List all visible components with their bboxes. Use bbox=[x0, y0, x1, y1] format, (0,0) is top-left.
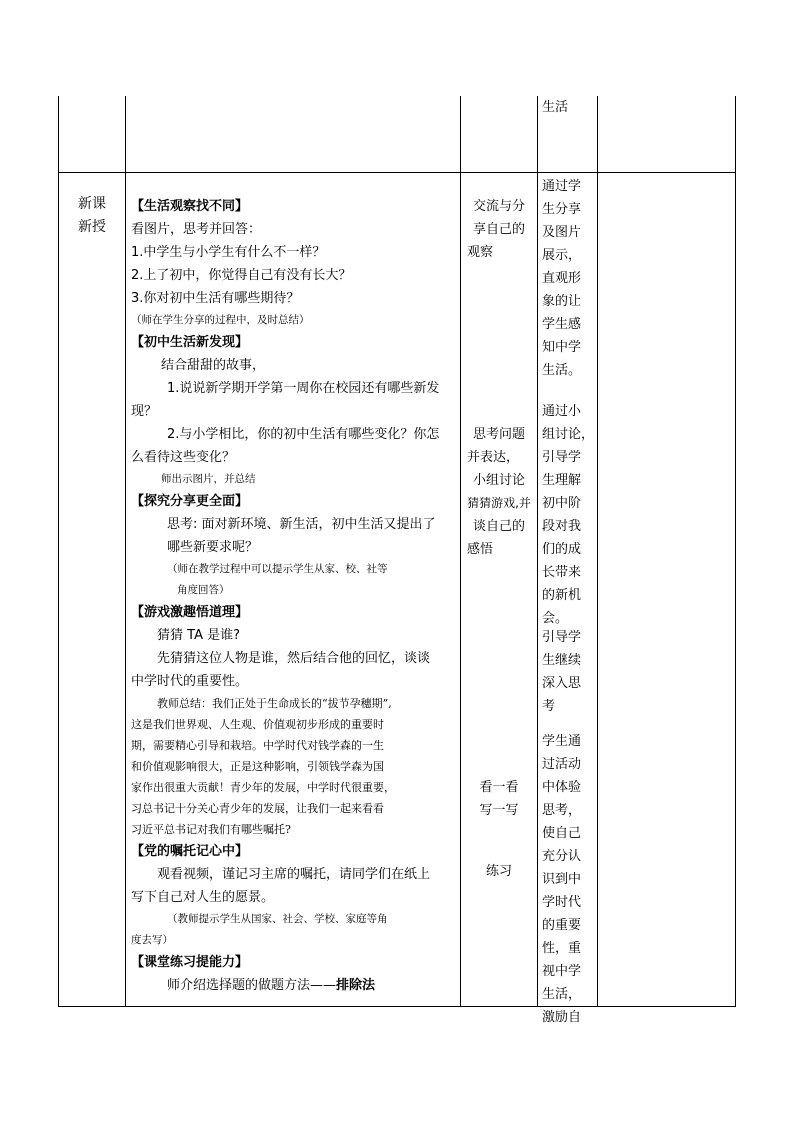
question-4a: 1.说说新学期开学第一周你在校园还有哪些新发 bbox=[167, 381, 440, 396]
summary-line-5: 家作出很重大贡献！青少年的发展，中学时代很重要， bbox=[131, 781, 395, 794]
student-activity-2-line3: 小组讨论 bbox=[472, 473, 525, 488]
student-activity-1-line2: 享自己的 bbox=[472, 222, 525, 237]
section-label-line2: 新授 bbox=[78, 219, 106, 235]
top-row-intent-cell bbox=[542, 96, 594, 119]
design-intent-block-1 bbox=[542, 175, 596, 382]
intent-4-line: 识到中 bbox=[542, 872, 582, 887]
student-activity-2-line4: 猜猜游戏,并 bbox=[467, 496, 531, 510]
table-row-divider bbox=[58, 172, 736, 173]
heading-observation: 【生活观察找不同】 bbox=[131, 199, 249, 214]
intent-4-line: 学生通 bbox=[542, 734, 582, 749]
intent-1-line: 直观形 bbox=[542, 271, 582, 286]
student-activity-3-line1: 看一看 bbox=[479, 780, 519, 795]
intent-1-line: 生活。 bbox=[542, 363, 582, 378]
question-5b: 么看待这些变化？ bbox=[131, 450, 236, 465]
intent-2-line: 们的成 bbox=[542, 542, 582, 557]
top-row-intent-text: 生活 bbox=[542, 100, 569, 115]
intent-1-line: 通过学 bbox=[542, 179, 582, 194]
teacher-note-2: 师出示图片，并总结 bbox=[161, 473, 256, 485]
student-activity-block-4 bbox=[461, 860, 537, 883]
design-intent-block-2 bbox=[542, 400, 596, 630]
intent-4-line: 视中学 bbox=[542, 964, 582, 979]
student-activity-1-line3: 观察 bbox=[467, 245, 494, 260]
summary-line-1: 教师总结：我们正处于生命成长的“拔节孕穗期”, bbox=[157, 697, 392, 710]
guess-text-a: 先猜猜这位人物是谁，然后结合他的回忆，谈谈 bbox=[157, 651, 431, 666]
think-question-b: 哪些新要求呢？ bbox=[167, 540, 259, 555]
intent-2-line: 的新机 bbox=[542, 588, 582, 603]
question-3: 3.你对初中生活有哪些期待？ bbox=[131, 291, 300, 306]
summary-line-4: 和价值观影响很大，正是这种影响，引领钱学森为国 bbox=[131, 760, 384, 773]
heading-practice: 【课堂练习提能力】 bbox=[131, 955, 249, 970]
intent-1-line: 及图片 bbox=[542, 225, 582, 240]
student-activity-block-3 bbox=[461, 776, 537, 822]
student-activity-block-2 bbox=[461, 423, 537, 561]
intent-2-line: 引导学 bbox=[542, 450, 582, 465]
intent-1-line: 生分享 bbox=[542, 202, 582, 217]
teacher-activity-cell bbox=[131, 195, 457, 997]
summary-line-2: 这是我们世界观、人生观、价值观初步形成的重要时 bbox=[131, 718, 384, 731]
teacher-note-3b: 角度回答） bbox=[177, 584, 230, 596]
intent-3-line: 深入思 bbox=[542, 676, 582, 691]
heading-discovery: 【初中生活新发现】 bbox=[131, 335, 249, 350]
table-border-bottom bbox=[58, 1006, 736, 1007]
intent-1-line: 学生感 bbox=[542, 317, 582, 332]
teacher-note-4b: 度去写） bbox=[131, 934, 173, 946]
design-intent-block-4 bbox=[542, 730, 596, 1029]
question-2: 2.上了初中，你觉得自己有没有长大？ bbox=[131, 268, 352, 283]
intent-3-line: 生继续 bbox=[542, 653, 582, 668]
student-activity-3-line2: 写一写 bbox=[479, 803, 519, 818]
teacher-note-1: （师在学生分享的过程中，及时总结） bbox=[131, 314, 310, 326]
method-prefix: 师介绍选择题的做题方法—— bbox=[167, 978, 337, 993]
question-4b: 现？ bbox=[131, 404, 158, 419]
intent-2-line: 通过小 bbox=[542, 404, 582, 419]
summary-line-3: 期，需要精心引导和栽培。中学时代对钱学森的一生 bbox=[131, 739, 384, 752]
intent-4-line: 思考， bbox=[542, 803, 582, 818]
intent-4-line: 的重要 bbox=[542, 918, 582, 933]
table-divider-col3 bbox=[537, 96, 538, 1007]
intent-2-line: 会。 bbox=[542, 611, 569, 626]
table-divider-col1 bbox=[125, 96, 126, 1007]
method-text bbox=[131, 974, 457, 997]
intent-4-line: 性，重 bbox=[542, 941, 582, 956]
intent-4-line: 学时代 bbox=[542, 895, 582, 910]
student-activity-2-line1: 思考问题 bbox=[472, 427, 525, 442]
intent-4-line: 生活， bbox=[542, 987, 582, 1002]
intent-4-line: 中体验 bbox=[542, 780, 582, 795]
table-border-right bbox=[735, 96, 736, 1007]
question-1: 1.中学生与小学生有什么不一样？ bbox=[131, 245, 326, 260]
intent-3-line: 引导学 bbox=[542, 630, 582, 645]
guess-title: 猜猜 TA 是谁? bbox=[157, 628, 240, 643]
design-intent-block-3 bbox=[542, 626, 596, 718]
student-activity-block-1 bbox=[461, 195, 537, 264]
student-activity-4-text: 练习 bbox=[485, 864, 512, 879]
heading-party: 【党的嘱托记心中】 bbox=[131, 844, 249, 859]
intent-4-line: 使自己 bbox=[542, 826, 582, 841]
intent-2-line: 初中阶 bbox=[542, 496, 582, 511]
heading-explore: 【探究分享更全面】 bbox=[131, 494, 249, 509]
student-activity-2-line5: 谈自己的 bbox=[472, 519, 525, 534]
guess-text-b: 中学时代的重要性。 bbox=[131, 674, 249, 689]
question-5a: 2.与小学相比，你的初中生活有哪些变化？你怎 bbox=[167, 427, 440, 442]
summary-line-6: 习总书记十分关心青少年的发展，让我们一起来看看 bbox=[131, 802, 384, 815]
intent-3-line: 考 bbox=[542, 699, 556, 714]
teacher-note-4a: （教师提示学生从国家、社会、学校、家庭等角 bbox=[167, 913, 388, 925]
instruction-text: 看图片，思考并回答： bbox=[131, 222, 262, 237]
student-activity-2-line6: 感悟 bbox=[467, 542, 494, 557]
teacher-note-3a: （师在教学过程中可以提示学生从家、校、社等 bbox=[167, 563, 388, 575]
intent-4-line: 过活动 bbox=[542, 757, 582, 772]
intent-2-line: 生理解 bbox=[542, 473, 582, 488]
video-text-b: 写下自己对人生的愿景。 bbox=[131, 890, 275, 905]
intent-1-line: 象的让 bbox=[542, 294, 582, 309]
intent-1-line: 展示， bbox=[542, 248, 582, 263]
story-intro: 结合甜甜的故事， bbox=[161, 358, 266, 373]
intent-4-line: 充分认 bbox=[542, 849, 582, 864]
intent-4-line: 激励自 bbox=[542, 1010, 582, 1025]
summary-line-7: 习近平总书记对我们有哪些嘱托? bbox=[131, 823, 291, 836]
heading-game: 【游戏激趣悟道理】 bbox=[131, 605, 249, 620]
intent-2-line: 段对我 bbox=[542, 519, 582, 534]
student-activity-1-line1: 交流与分 bbox=[472, 199, 525, 214]
think-question-a: 思考: 面对新环境、新生活，初中生活又提出了 bbox=[167, 517, 436, 532]
student-activity-2-line2: 并表达， bbox=[467, 450, 520, 465]
method-name: 排除法 bbox=[336, 978, 376, 993]
table-divider-col4 bbox=[597, 96, 598, 1007]
intent-1-line: 知中学 bbox=[542, 340, 582, 355]
intent-2-line: 组讨论， bbox=[542, 427, 595, 442]
video-text-a: 观看视频，谨记习主席的嘱托，请同学们在纸上 bbox=[157, 867, 431, 882]
intent-2-line: 长带来 bbox=[542, 565, 582, 580]
section-label-line1: 新课 bbox=[78, 196, 106, 212]
section-label-cell bbox=[59, 193, 125, 239]
